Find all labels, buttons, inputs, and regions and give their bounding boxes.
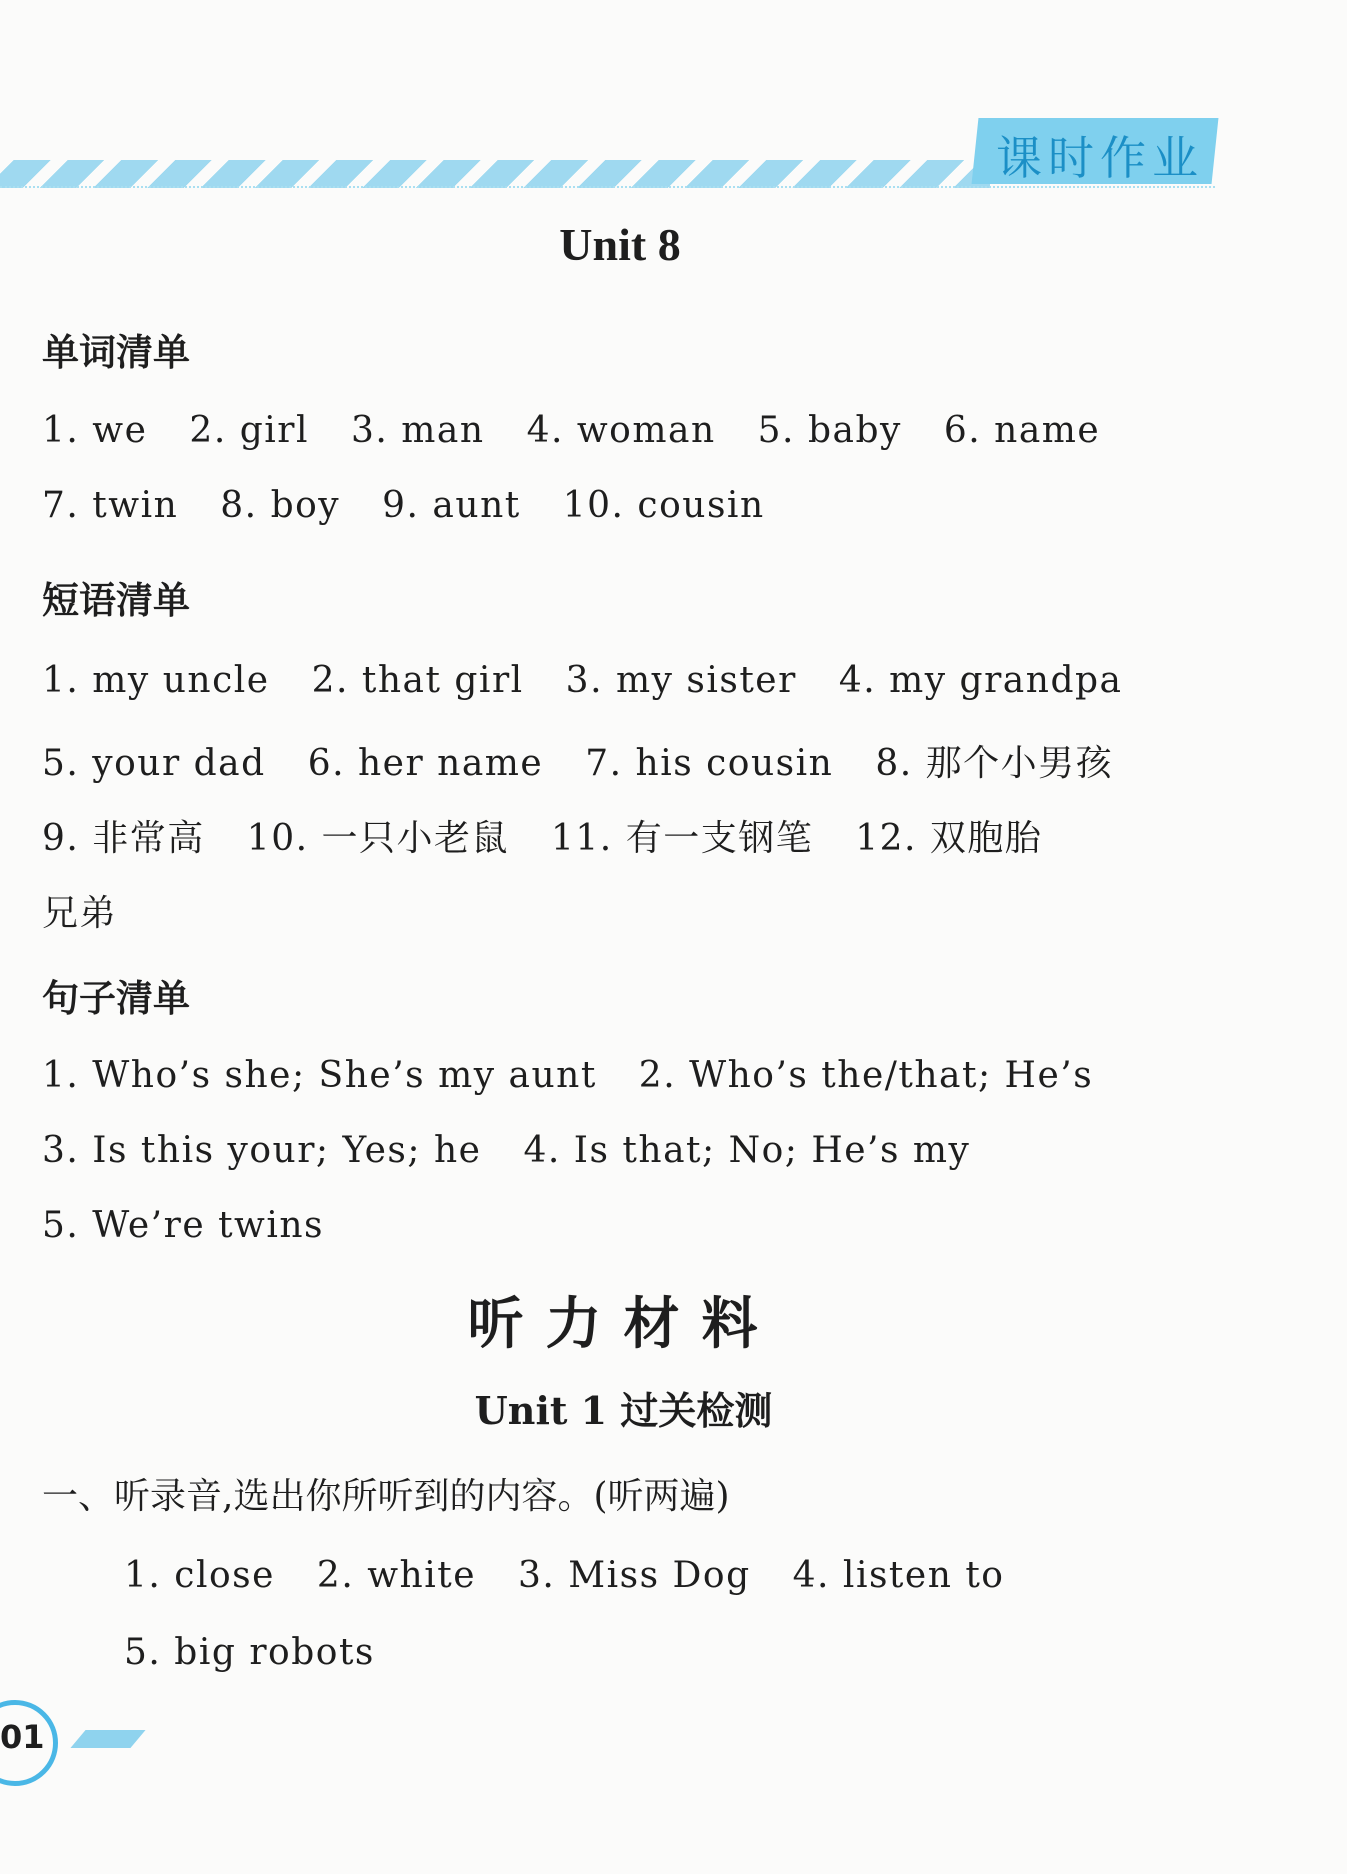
listening-title: 听力材料	[467, 1292, 780, 1357]
page-flag-decoration	[70, 1730, 145, 1748]
list-item: 2. that girl	[311, 660, 524, 701]
list-item: 5. big robots	[124, 1632, 375, 1673]
list-item: 3. Is this your; Yes; he	[42, 1130, 482, 1171]
list-item: 9. aunt	[382, 485, 521, 526]
phrases-line-2	[42, 735, 1155, 786]
list-item: 8. 那个小男孩	[875, 743, 1114, 784]
words-heading: 单词清单	[42, 331, 190, 374]
list-item: 5. your dad	[42, 743, 266, 784]
header-title: 课时作业	[996, 131, 1204, 185]
header-stripe	[0, 160, 990, 188]
listening-line-2	[124, 1632, 417, 1673]
phrases-line-4	[42, 885, 159, 936]
list-item: 6. name	[943, 410, 1101, 451]
list-item: 3. Miss Dog	[518, 1555, 751, 1596]
list-item: 1. close	[124, 1555, 275, 1596]
list-item: 1. we	[42, 410, 148, 451]
list-item: 8. boy	[220, 485, 341, 526]
list-item: 5. baby	[757, 410, 902, 451]
list-item: 11. 有一支钢笔	[551, 818, 814, 859]
list-item: 5. We’re twins	[42, 1205, 325, 1246]
list-item: 4. my grandpa	[838, 660, 1123, 701]
list-item: 1. Who’s she; She’s my aunt	[42, 1055, 597, 1096]
sentences-line-2	[42, 1130, 1012, 1171]
list-item: 9. 非常高	[42, 818, 205, 859]
sentences-heading: 句子清单	[42, 977, 190, 1020]
list-item: 4. listen to	[792, 1555, 1005, 1596]
words-line-2	[42, 485, 807, 526]
phrases-line-3	[42, 810, 1084, 861]
list-item: 7. his cousin	[585, 743, 834, 784]
list-item: 10. 一只小老鼠	[246, 818, 509, 859]
list-item: 4. Is that; No; He’s my	[523, 1130, 971, 1171]
list-item: 10. cousin	[562, 485, 765, 526]
list-item: 7. twin	[42, 485, 179, 526]
list-item: 3. my sister	[565, 660, 797, 701]
listening-instruction: 一、听录音,选出你所听到的内容。(听两遍)	[42, 1476, 730, 1517]
listening-line-1	[124, 1555, 1046, 1596]
page-number: 01	[0, 1718, 45, 1756]
list-item: 1. my uncle	[42, 660, 270, 701]
list-item: 2. Who’s the/that; He’s	[638, 1055, 1094, 1096]
sentences-line-1	[42, 1055, 1135, 1096]
phrases-line-1	[42, 660, 1165, 701]
list-item: 12. 双胞胎	[855, 818, 1043, 859]
sentences-line-3	[42, 1205, 366, 1246]
list-item: 兄弟	[42, 893, 118, 934]
listening-subtitle: Unit 1 过关检测	[474, 1388, 773, 1433]
words-line-1	[42, 410, 1142, 451]
list-item: 6. her name	[307, 743, 544, 784]
list-item: 2. white	[316, 1555, 476, 1596]
list-item: 4. woman	[526, 410, 716, 451]
unit-title: Unit 8	[559, 219, 681, 270]
phrases-heading: 短语清单	[42, 579, 190, 622]
list-item: 2. girl	[189, 410, 309, 451]
list-item: 3. man	[351, 410, 485, 451]
